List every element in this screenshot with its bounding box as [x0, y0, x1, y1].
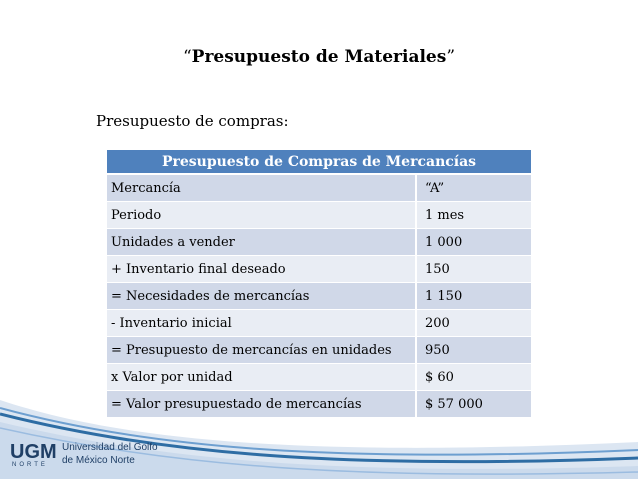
row-label: = Presupuesto de mercancías en unidades [107, 337, 416, 364]
row-value: 150 [416, 256, 531, 283]
logo-campus: NORTE [12, 462, 48, 468]
logo-name-line2: de México Norte [62, 455, 135, 466]
table-row [107, 310, 531, 337]
row-value: 1 000 [416, 229, 531, 256]
row-label: Mercancía [107, 174, 416, 202]
row-value: 200 [416, 310, 531, 337]
row-value: 1 mes [416, 202, 531, 229]
row-label: = Valor presupuestado de mercancías [107, 391, 416, 418]
row-value: “A” [416, 174, 531, 202]
row-label: x Valor por unidad [107, 364, 416, 391]
row-label: + Inventario final deseado [107, 256, 416, 283]
row-value: $ 60 [416, 364, 531, 391]
table-row [107, 283, 531, 310]
table-row [107, 174, 531, 202]
table-row [107, 337, 531, 364]
title-text: Presupuesto de Materiales [191, 47, 447, 67]
table-header-row [107, 150, 531, 174]
table-row [107, 229, 531, 256]
row-value: 1 150 [416, 283, 531, 310]
university-logo [10, 438, 158, 472]
row-label: - Inventario inicial [107, 310, 416, 337]
slide-title [0, 47, 638, 67]
row-label: Periodo [107, 202, 416, 229]
table-row [107, 202, 531, 229]
table-row [107, 256, 531, 283]
row-label: Unidades a vender [107, 229, 416, 256]
logo-mark-text: UGM [10, 441, 57, 462]
title-open-quote: “ [182, 47, 192, 67]
slide-subtitle: Presupuesto de compras: [96, 112, 289, 130]
budget-table [107, 150, 531, 418]
row-value: 950 [416, 337, 531, 364]
table-header: Presupuesto de Compras de Mercancías [107, 150, 531, 174]
row-value: $ 57 000 [416, 391, 531, 418]
ugm-logo-icon [10, 438, 58, 462]
logo-name-line1: Universidad del Golfo [62, 442, 158, 453]
title-close-quote: ” [446, 47, 456, 67]
row-label: = Necesidades de mercancías [107, 283, 416, 310]
